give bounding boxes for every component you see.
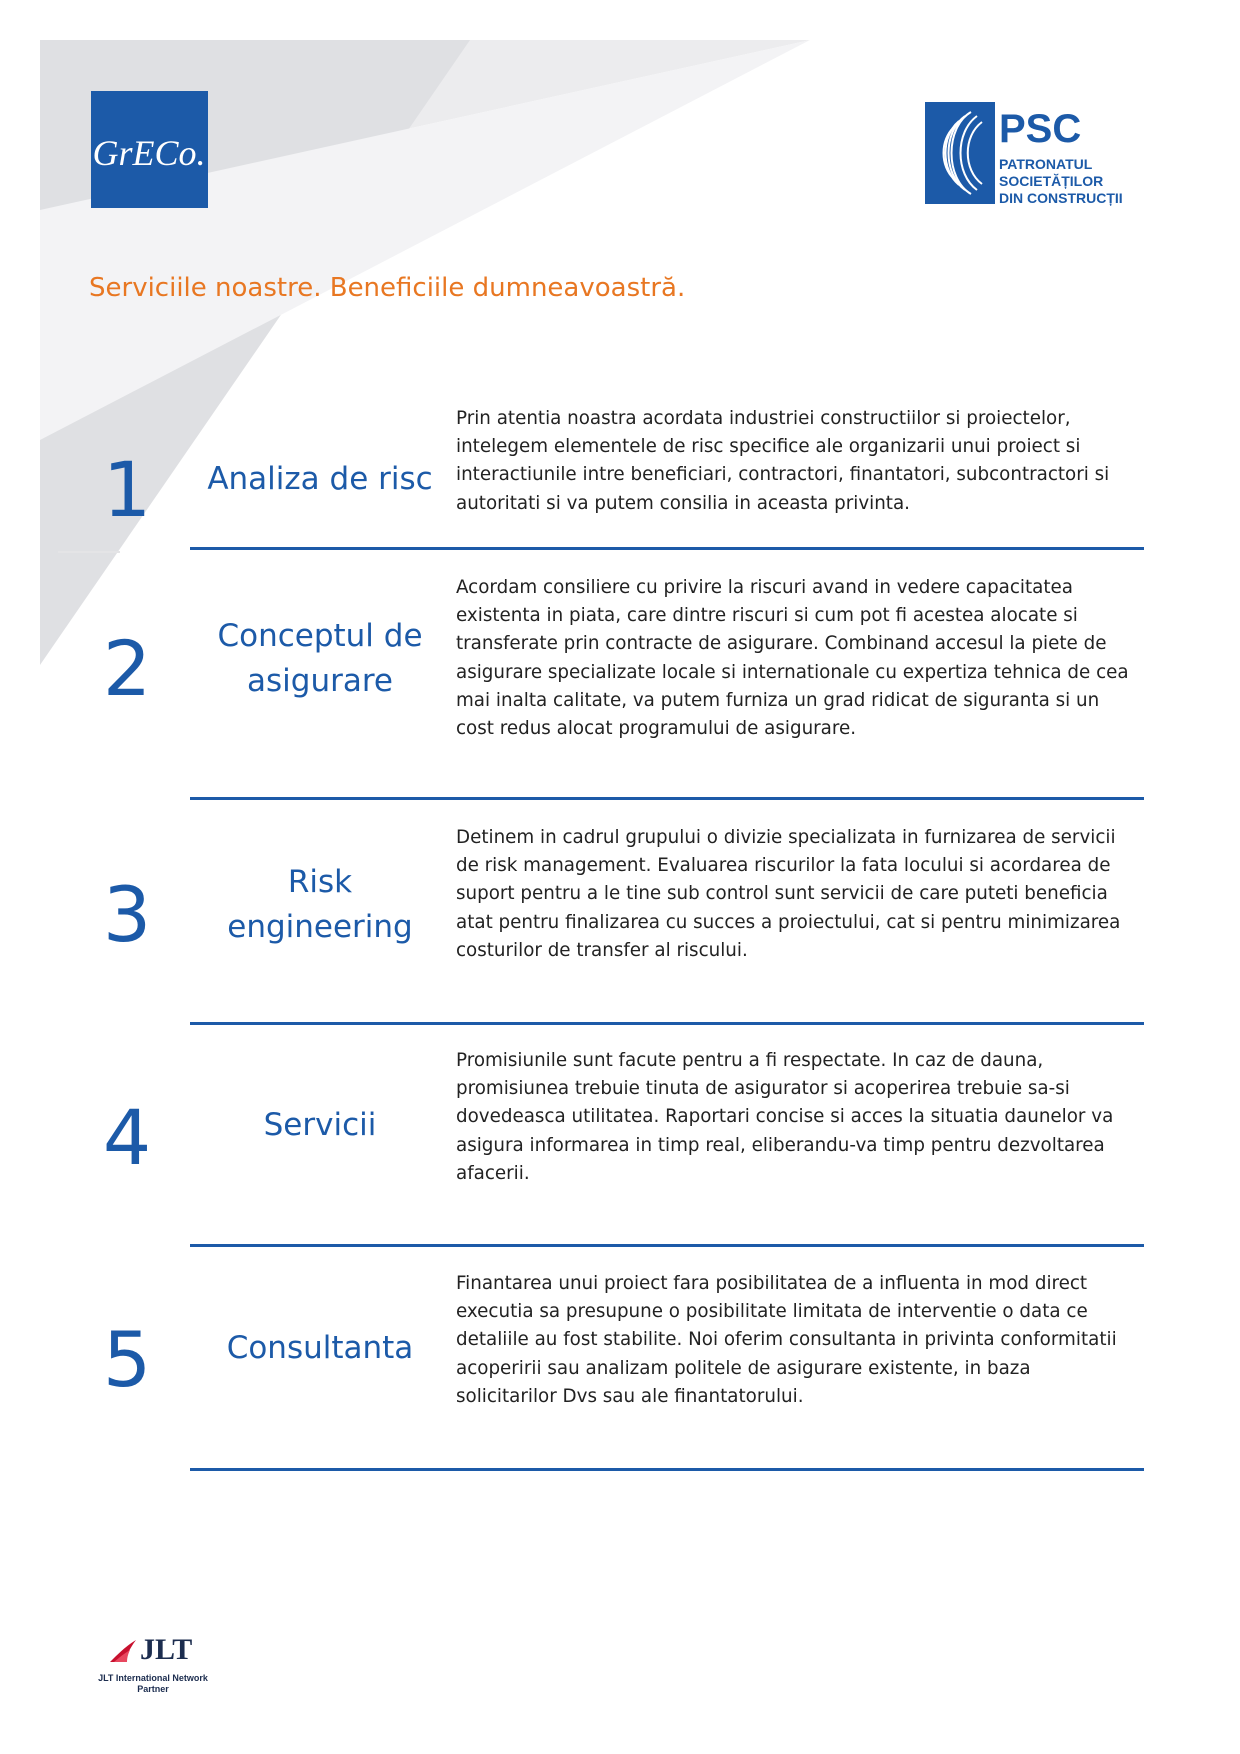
- service-number: 3: [102, 870, 152, 959]
- page-title: Serviciile noastre. Beneficiile dumneavoastră.: [89, 273, 686, 303]
- service-name: [200, 1326, 440, 1371]
- jlt-logo-icon: [108, 1638, 138, 1664]
- service-name-line: engineering: [227, 909, 413, 945]
- service-number: 1: [102, 445, 152, 534]
- greco-logo-icon: [91, 91, 208, 208]
- service-number: 2: [102, 624, 152, 713]
- section-divider: [190, 1244, 1144, 1247]
- psc-logo-line-2: SOCIETĂȚILOR: [999, 173, 1104, 189]
- jlt-logo: [88, 1633, 218, 1696]
- service-name-line: Servicii: [263, 1107, 377, 1143]
- psc-logo-line-3: DIN CONSTRUCȚII: [999, 190, 1123, 206]
- service-name: [200, 860, 440, 950]
- service-name: [200, 1103, 440, 1148]
- greco-logo: [91, 91, 208, 208]
- section-divider: [190, 797, 1144, 800]
- section-divider: [190, 1468, 1144, 1471]
- service-name: [200, 614, 440, 704]
- service-name-line: Consultanta: [226, 1330, 414, 1366]
- service-name-line: Analiza de risc: [207, 461, 433, 497]
- psc-logo: [925, 102, 1150, 207]
- service-description: Finantarea unui proiect fara posibilitatea de a influenta in mod direct executia sa presupune o posibilitate limitata de interventie o data ce detaliile au fost stabilite. Noi oferim consultanta in privinta conformitatii acoperirii sau analizam politele de asigurare existente, in baza solicitarilor Dvs sau ale finantatorului.: [456, 1273, 1117, 1407]
- greco-logo-text: GrECo.: [92, 133, 206, 173]
- service-description: Prin atentia noastra acordata industriei constructiilor si proiectelor, intelegem elementele de risc specifice ale organizarii unui proiect si interactiunile intre beneficiari, contractori, finantatori, subcontractori si autoritati si va putem consilia in aceasta privinta.: [456, 408, 1110, 514]
- service-name-line: asigurare: [247, 663, 393, 699]
- service-number: 5: [102, 1315, 152, 1404]
- psc-logo-subtitle: [999, 156, 1123, 207]
- jlt-logo-subtitle-partner: Partner: [137, 1684, 169, 1694]
- section-divider: [190, 547, 1144, 550]
- jlt-logo-subtitle: JLT International Network: [98, 1673, 208, 1683]
- section-divider: [190, 1022, 1144, 1025]
- service-name-line: Risk: [287, 864, 353, 900]
- service-number: 4: [102, 1093, 152, 1182]
- psc-logo-line-1: PATRONATUL: [999, 156, 1093, 172]
- service-description: Acordam consiliere cu privire la riscuri avand in vedere capacitatea existenta in piata, care dintre riscuri si cum pot fi acestea alocate si transferate prin contracte de asigurare. Combinand accesul la piete de asigurare specializate locale si internationale cu expertiza tehnica de cea mai inalta calitate, va putem furniza un grad ridicat de siguranta si un cost redus alocat programului de asigurare.: [456, 577, 1129, 740]
- psc-logo-icon: [925, 102, 995, 204]
- service-name-line: Conceptul de: [217, 618, 423, 654]
- service-description: Promisiunile sunt facute pentru a fi respectate. In caz de dauna, promisiunea trebuie tinuta de asigurator si acoperirea trebuie sa-si dovedeasca utilitatea. Raportari concise si acces la situatia daunelor va asigura informarea in timp real, eliberandu-va timp pentru dezvoltarea afacerii.: [456, 1050, 1114, 1184]
- psc-logo-name: PSC: [999, 107, 1082, 151]
- service-name: [200, 457, 440, 502]
- service-description: Detinem in cadrul grupului o divizie specializata in furnizarea de servicii de risk management. Evaluarea riscurilor la fata locului si acordarea de suport pentru a le tine sub control sunt servicii de care puteti beneficia atat pentru finalizarea cu succes a proiectului, cat si pentru minimizarea costurilor de transfer al riscului.: [456, 827, 1121, 961]
- jlt-logo-name: JLT: [140, 1633, 193, 1666]
